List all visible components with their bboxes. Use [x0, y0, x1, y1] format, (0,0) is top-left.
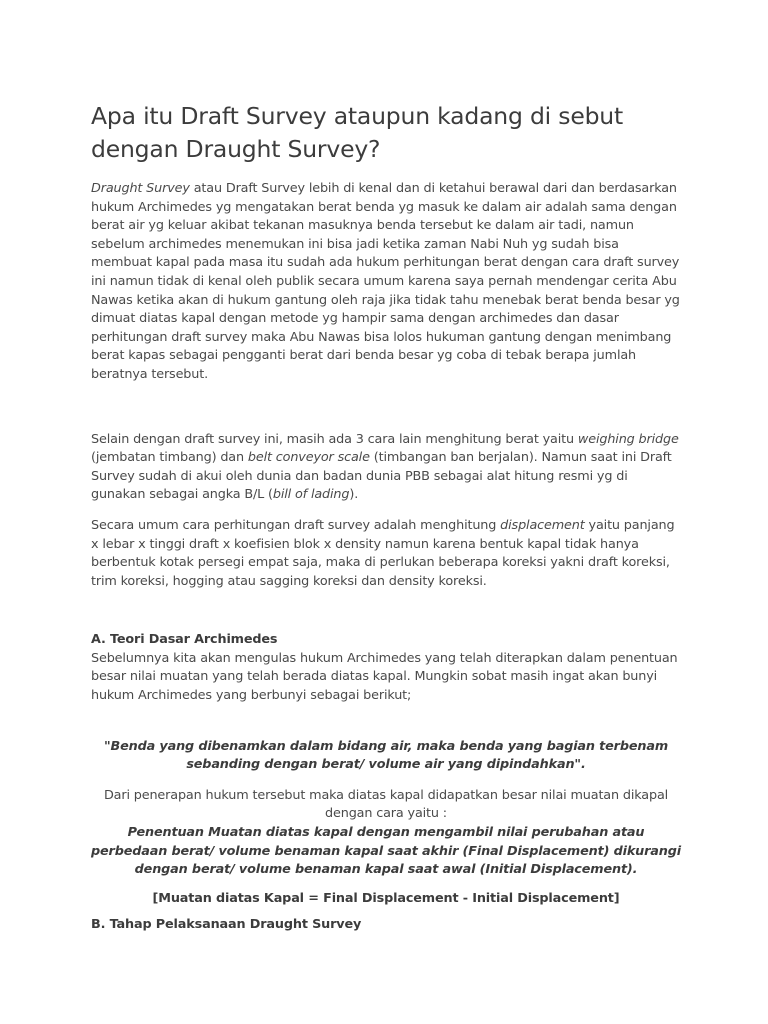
bill-of-lading-term: bill of lading — [272, 487, 350, 503]
cargo-formula: [Muatan diatas Kapal = Final Displacement - Initial Displacement] — [152, 890, 620, 906]
calc-text-1: Secara umum cara perhitungan draft survey adalah menghitung — [91, 517, 501, 533]
methods-text-4: ). — [349, 487, 359, 503]
methods-paragraph — [91, 431, 681, 505]
methods-text-3: (timbangan ban berjalan). Namun saat ini Draft Survey sudah di akui oleh dunia dan badan dunia PBB sebagai alat hitung resmi yg di gunakan sebagai angka B/L ( — [91, 450, 672, 503]
section-a — [91, 631, 681, 705]
intro-paragraph — [91, 180, 681, 385]
calculation-paragraph — [91, 517, 681, 591]
application-emphasis: Penentuan Muatan diatas kapal dengan mengambil nilai perubahan atau perbedaan berat/ volume benaman kapal saat akhir (Final Displacement) dikurangi dengan berat/ volume benaman kapal saat awal (Initial Displacement). — [91, 825, 681, 878]
methods-text-1: Selain dengan draft survey ini, masih ada 3 cara lain menghitung berat yaitu — [91, 431, 578, 447]
section-a-text: Sebelumnya kita akan mengulas hukum Archimedes yang telah diterapkan dalam penentuan besar nilai muatan yang telah berada diatas kapal. Mungkin sobat masih ingat akan bunyi hukum Archimedes yang berbunyi sebagai berikut; — [91, 650, 678, 704]
section-b-heading: B. Tahap Pelaksanaan Draught Survey — [91, 917, 362, 933]
intro-text: atau Draft Survey lebih di kenal dan di ketahui berawal dari dan berdasarkan hukum Archimedes yg mengatakan berat benda yg masuk ke dalam air adalah sama dengan berat air yg keluar akibat tekanan masuknya benda tersebut ke dalam air tadi, namun sebelum archimedes menemukan ini bisa jadi ketika zaman Nabi Nuh yg sudah bisa membuat kapal pada masa itu sudah ada hukum perhitungan berat dengan cara draft survey ini namun tidak di kenal oleh publik secara umum karena saya pernah mendengar cerita Abu Nawas ketika akan di hukum gantung oleh raja jika tidak tahu menebak berat benda besar yg dimuat diatas kapal dengan metode yg hampir sama dengan archimedes dan dasar perhitungan draft survey maka Abu Nawas bisa lolos hukuman gantung dengan menimbang berat kapas sebagai pengganti berat dari benda besar yg coba di tebak berapa jumlah beratnya tersebut. — [91, 181, 680, 382]
archimedes-quote: "Benda yang dibenamkan dalam bidang air, maka benda yang bagian terbenam sebanding dengan berat/ volume air yang dipindahkan". — [103, 738, 669, 773]
belt-conveyor-term: belt conveyor scale — [247, 450, 370, 466]
page-title: Apa itu Draft Survey ataupun kadang di sebut dengan Draught Survey? — [91, 102, 624, 163]
methods-text-2: (jembatan timbang) dan — [91, 450, 248, 466]
calc-text-2: yaitu panjang x lebar x tinggi draft x koefisien blok x density namun karena bentuk kapal tidak hanya berbentuk kotak persegi empat saja, maka di perlukan beberapa koreksi yakni draft koreksi, trim koreksi, hogging atau sagging koreksi dan density koreksi. — [91, 517, 675, 589]
section-a-heading: A. Teori Dasar Archimedes — [91, 632, 278, 648]
weighing-bridge-term: weighing bridge — [577, 431, 679, 447]
draught-survey-term: Draught Survey — [91, 181, 190, 196]
article-body — [91, 100, 681, 935]
displacement-term: displacement — [500, 517, 585, 533]
application-text: Dari penerapan hukum tersebut maka diatas kapal didapatkan besar nilai muatan dikapal dengan cara yaitu : — [103, 787, 669, 822]
application-paragraph — [91, 787, 681, 880]
